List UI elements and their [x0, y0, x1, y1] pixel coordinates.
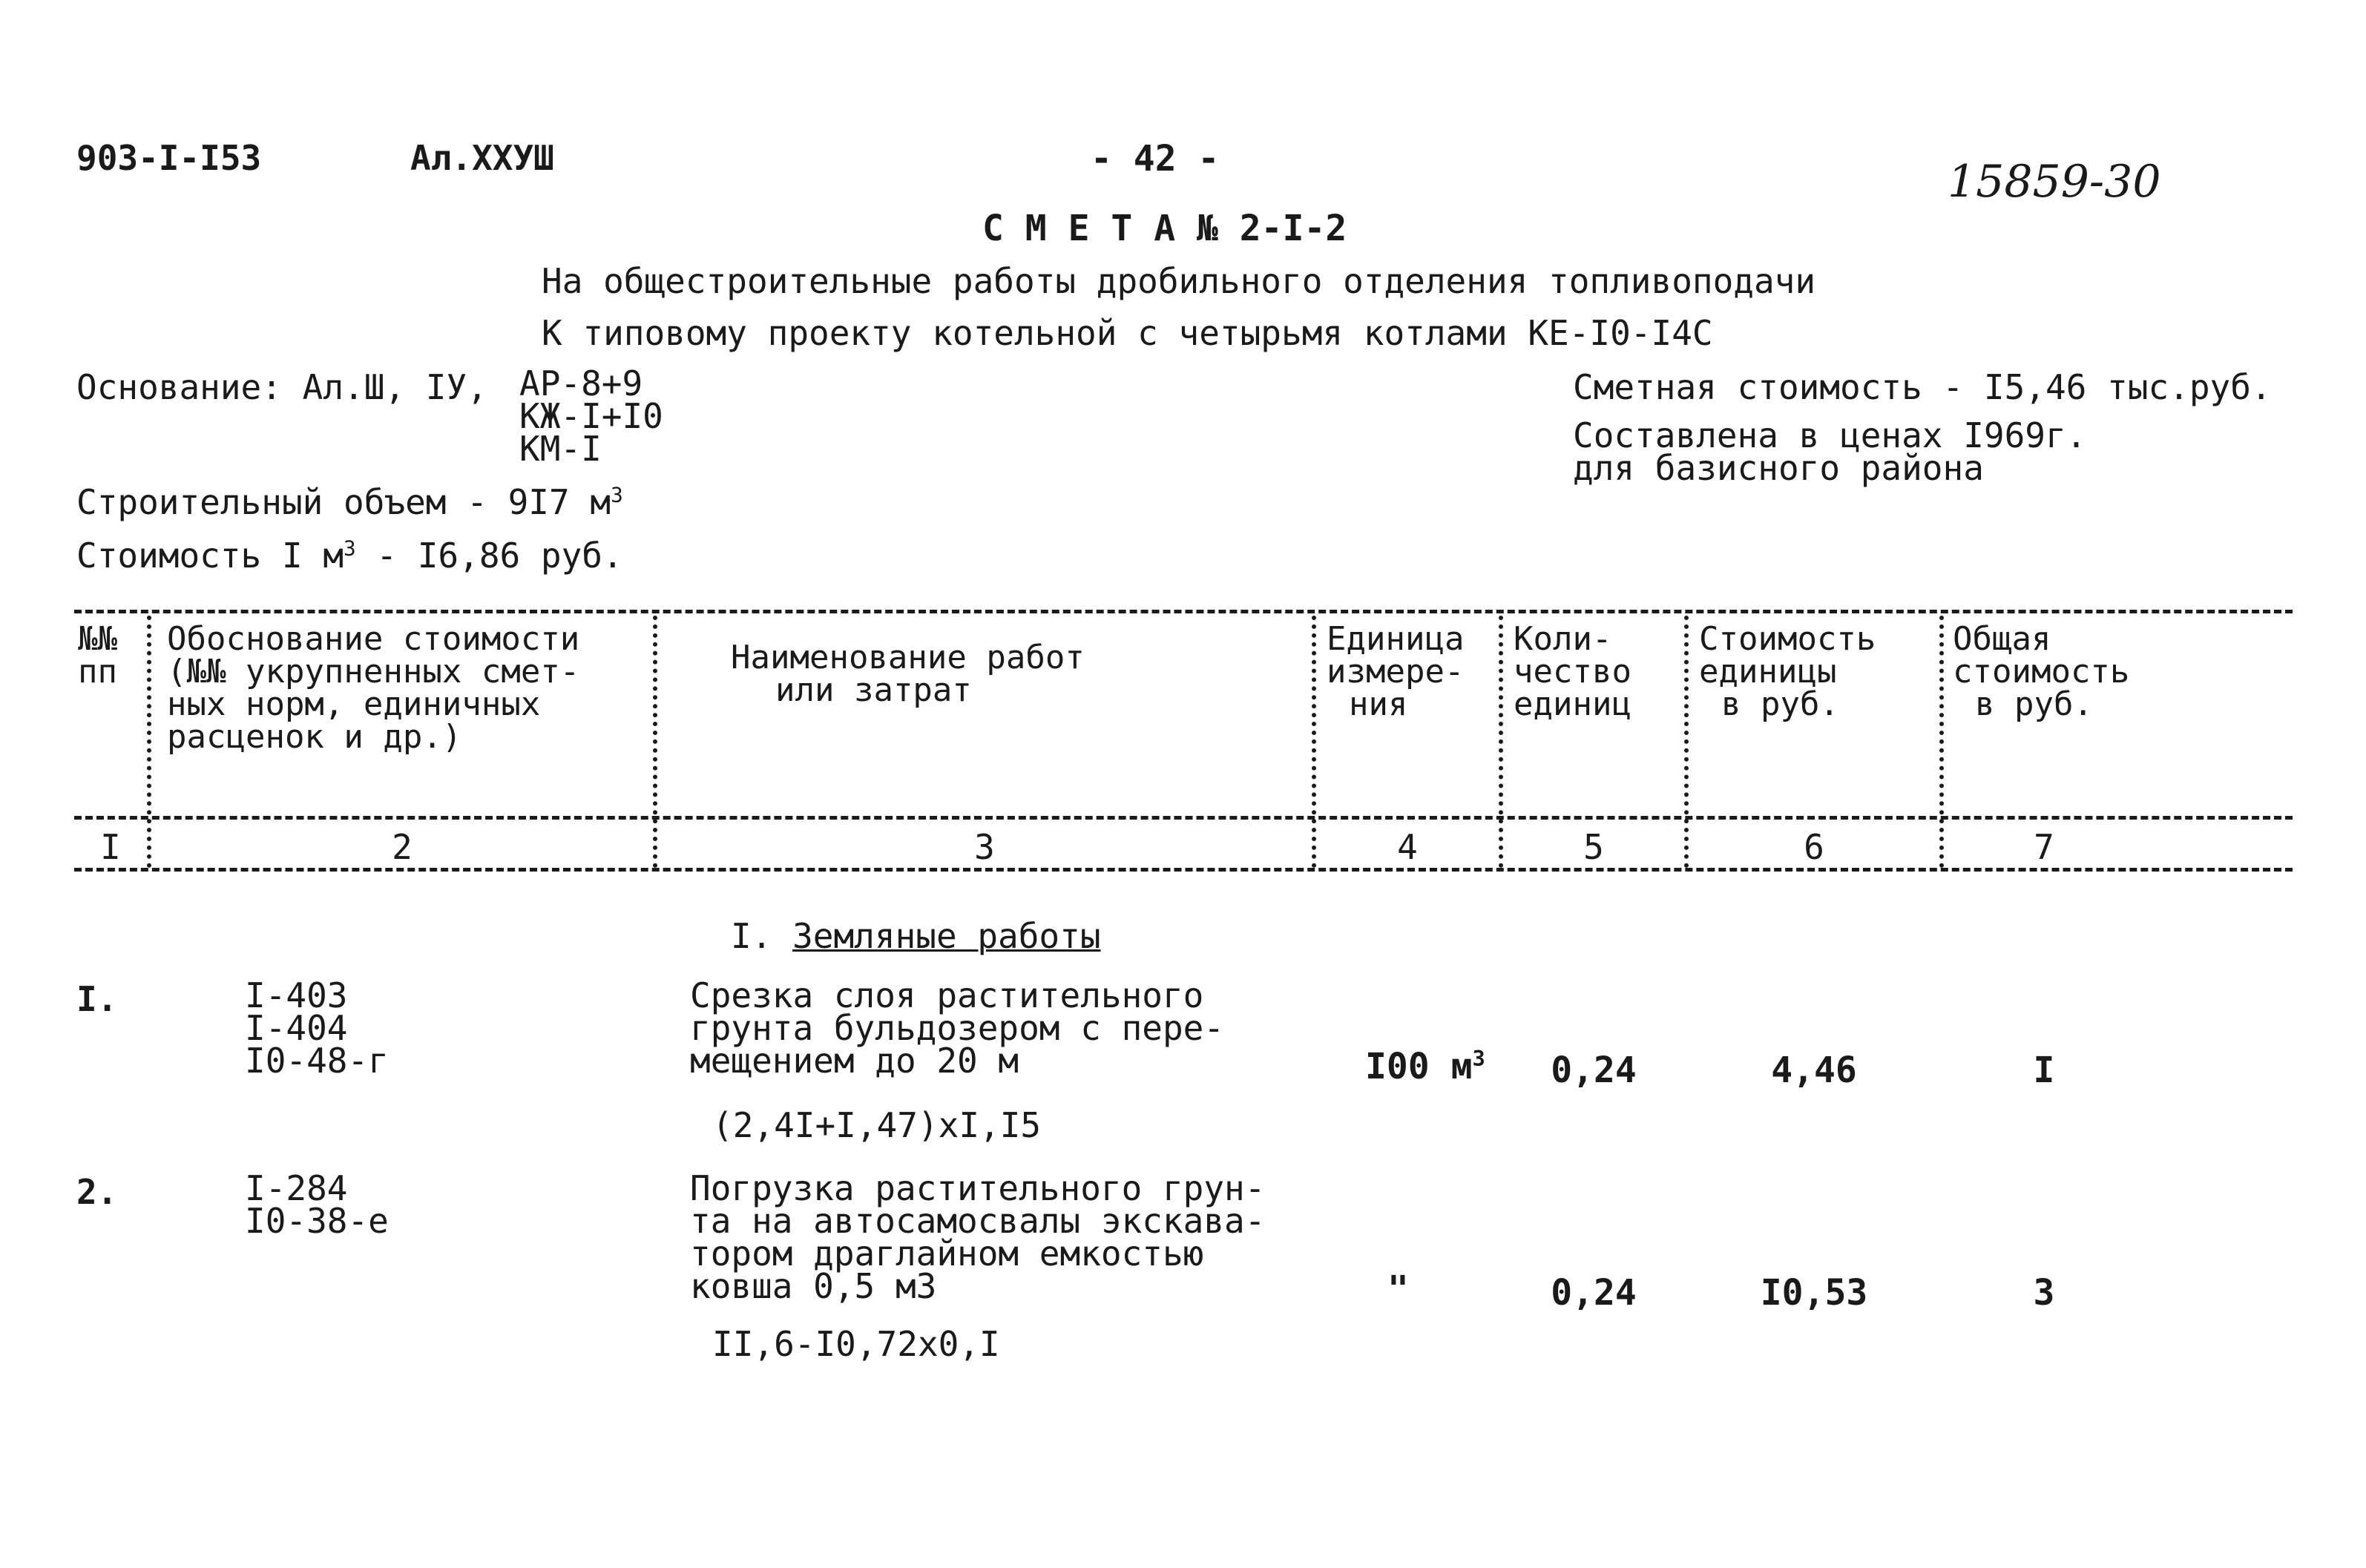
header-text: пп [78, 653, 117, 691]
header-text: Общая [1953, 620, 2051, 658]
table-header-rule [74, 816, 2293, 820]
estimated-cost: Сметная стоимость - I5,46 тыс.руб. [1573, 367, 2272, 407]
header-text: Наименование работ [731, 639, 1085, 676]
row-number: 2. [76, 1172, 118, 1212]
header-text: (№№ укрупненных смет- [167, 653, 580, 691]
prices-line-1: Составлена в ценах I969г. [1573, 415, 2087, 455]
description-line: та на автосамосвалы экскава- [690, 1201, 1266, 1241]
code: I-403 [245, 975, 348, 1015]
building-volume-label: Строительный объем - 9I7 м [76, 482, 611, 522]
unit-cost-label: Стоимость I м [76, 536, 344, 576]
document-title: С М Е Т А № 2-I-2 [982, 208, 1347, 249]
header-col-3 [731, 639, 1085, 709]
header-text: Стоимость [1699, 620, 1876, 658]
header-text: единицы [1699, 653, 1837, 691]
unit-sup: 3 [1472, 1046, 1485, 1071]
row-description [690, 1168, 1266, 1306]
unit-cost-value: - I6,86 руб. [355, 536, 623, 576]
basis-label: Основание: Ал.Ш, IУ, [76, 367, 487, 407]
column-number: 2 [392, 827, 413, 867]
prices-line-2: для базисного района [1573, 448, 1984, 488]
table-numbers-rule [74, 868, 2293, 872]
header-text: чество [1514, 653, 1631, 691]
row-unit-cost: I0,53 [1760, 1272, 1868, 1314]
description-line: тором драглайном емкостью [690, 1233, 1204, 1274]
header-text: или затрат [775, 671, 972, 709]
header-col-4 [1327, 620, 1465, 723]
row-unit-cost: 4,46 [1771, 1050, 1857, 1091]
code: I0-48-г [245, 1041, 389, 1081]
header-col-1 [78, 620, 117, 691]
description-line: грунта бульдозером с пере- [690, 1008, 1225, 1048]
header-text: Единица [1327, 620, 1465, 658]
column-number: 4 [1397, 827, 1418, 867]
section-heading [731, 916, 1101, 956]
header-col-2 [167, 620, 580, 756]
column-number: I [100, 827, 121, 867]
header-col-7 [1953, 620, 2130, 723]
row-codes [245, 975, 389, 1081]
header-text: №№ [78, 620, 117, 658]
page-number: - 42 - [1091, 138, 1220, 179]
unit-text: I00 м [1365, 1046, 1473, 1087]
subtitle-line-2: К типовому проекту котельной с четырьмя котлами КЕ-I0-I4С [542, 313, 1713, 353]
header-text: измере- [1327, 653, 1465, 691]
header-col-5 [1514, 620, 1631, 723]
header-text: ных норм, единичных [167, 685, 541, 723]
table-top-rule [74, 610, 2293, 613]
row-unit [1365, 1046, 1485, 1087]
row-formula: (2,4I+I,47)хI,I5 [712, 1105, 1042, 1145]
column-number: 3 [974, 827, 995, 867]
description-line: ковша 0,5 м3 [690, 1266, 937, 1306]
code: I-284 [245, 1168, 348, 1208]
basis-refs [519, 363, 663, 469]
row-quantity: 0,24 [1551, 1272, 1637, 1314]
row-formula: II,6-I0,72х0,I [712, 1324, 1000, 1364]
description-line: мещением до 20 м [690, 1041, 1019, 1081]
prices-note [1573, 415, 2087, 488]
row-number: I. [76, 979, 118, 1019]
row-total: 3 [2033, 1272, 2055, 1314]
header-text: единиц [1514, 685, 1631, 723]
basis-ref: АР-8+9 [519, 363, 643, 403]
column-number: 7 [2034, 827, 2054, 867]
column-number: 6 [1804, 827, 1824, 867]
code: I-404 [245, 1008, 348, 1048]
basis-ref: КМ-I [519, 429, 602, 469]
basis-ref: КЖ-I+I0 [519, 396, 663, 436]
document-code: 903-I-I53 [76, 138, 262, 178]
description-line: Срезка слоя растительного [690, 975, 1204, 1015]
header-text: Коли- [1514, 620, 1612, 658]
unit-volume-cost [76, 536, 623, 576]
header-text: ния [1349, 685, 1408, 723]
code: I0-38-е [245, 1201, 389, 1241]
section-number: I. [731, 916, 772, 956]
column-number: 5 [1583, 827, 1604, 867]
building-volume [76, 482, 623, 522]
header-text: в руб. [1721, 685, 1839, 723]
description-line: Погрузка растительного грун- [690, 1168, 1266, 1208]
header-text: Обоснование стоимости [167, 620, 580, 658]
header-text: расценок и др.) [167, 718, 462, 756]
section-title: Земляные работы [792, 916, 1101, 956]
row-codes [245, 1168, 389, 1241]
header-text: в руб. [1975, 685, 2093, 723]
header-text: стоимость [1953, 653, 2130, 691]
album-number: Ал.XXУШ [410, 138, 554, 178]
row-unit: " [1387, 1268, 1409, 1310]
handwritten-number: 15859-30 [1948, 156, 2161, 208]
row-quantity: 0,24 [1551, 1050, 1637, 1091]
header-col-6 [1699, 620, 1876, 723]
row-total: I [2033, 1050, 2055, 1091]
building-volume-sup: 3 [611, 482, 623, 507]
row-description [690, 975, 1225, 1081]
unit-cost-sup: 3 [344, 536, 356, 561]
subtitle-line-1: На общестроительные работы дробильного отделения топливоподачи [542, 261, 1816, 301]
